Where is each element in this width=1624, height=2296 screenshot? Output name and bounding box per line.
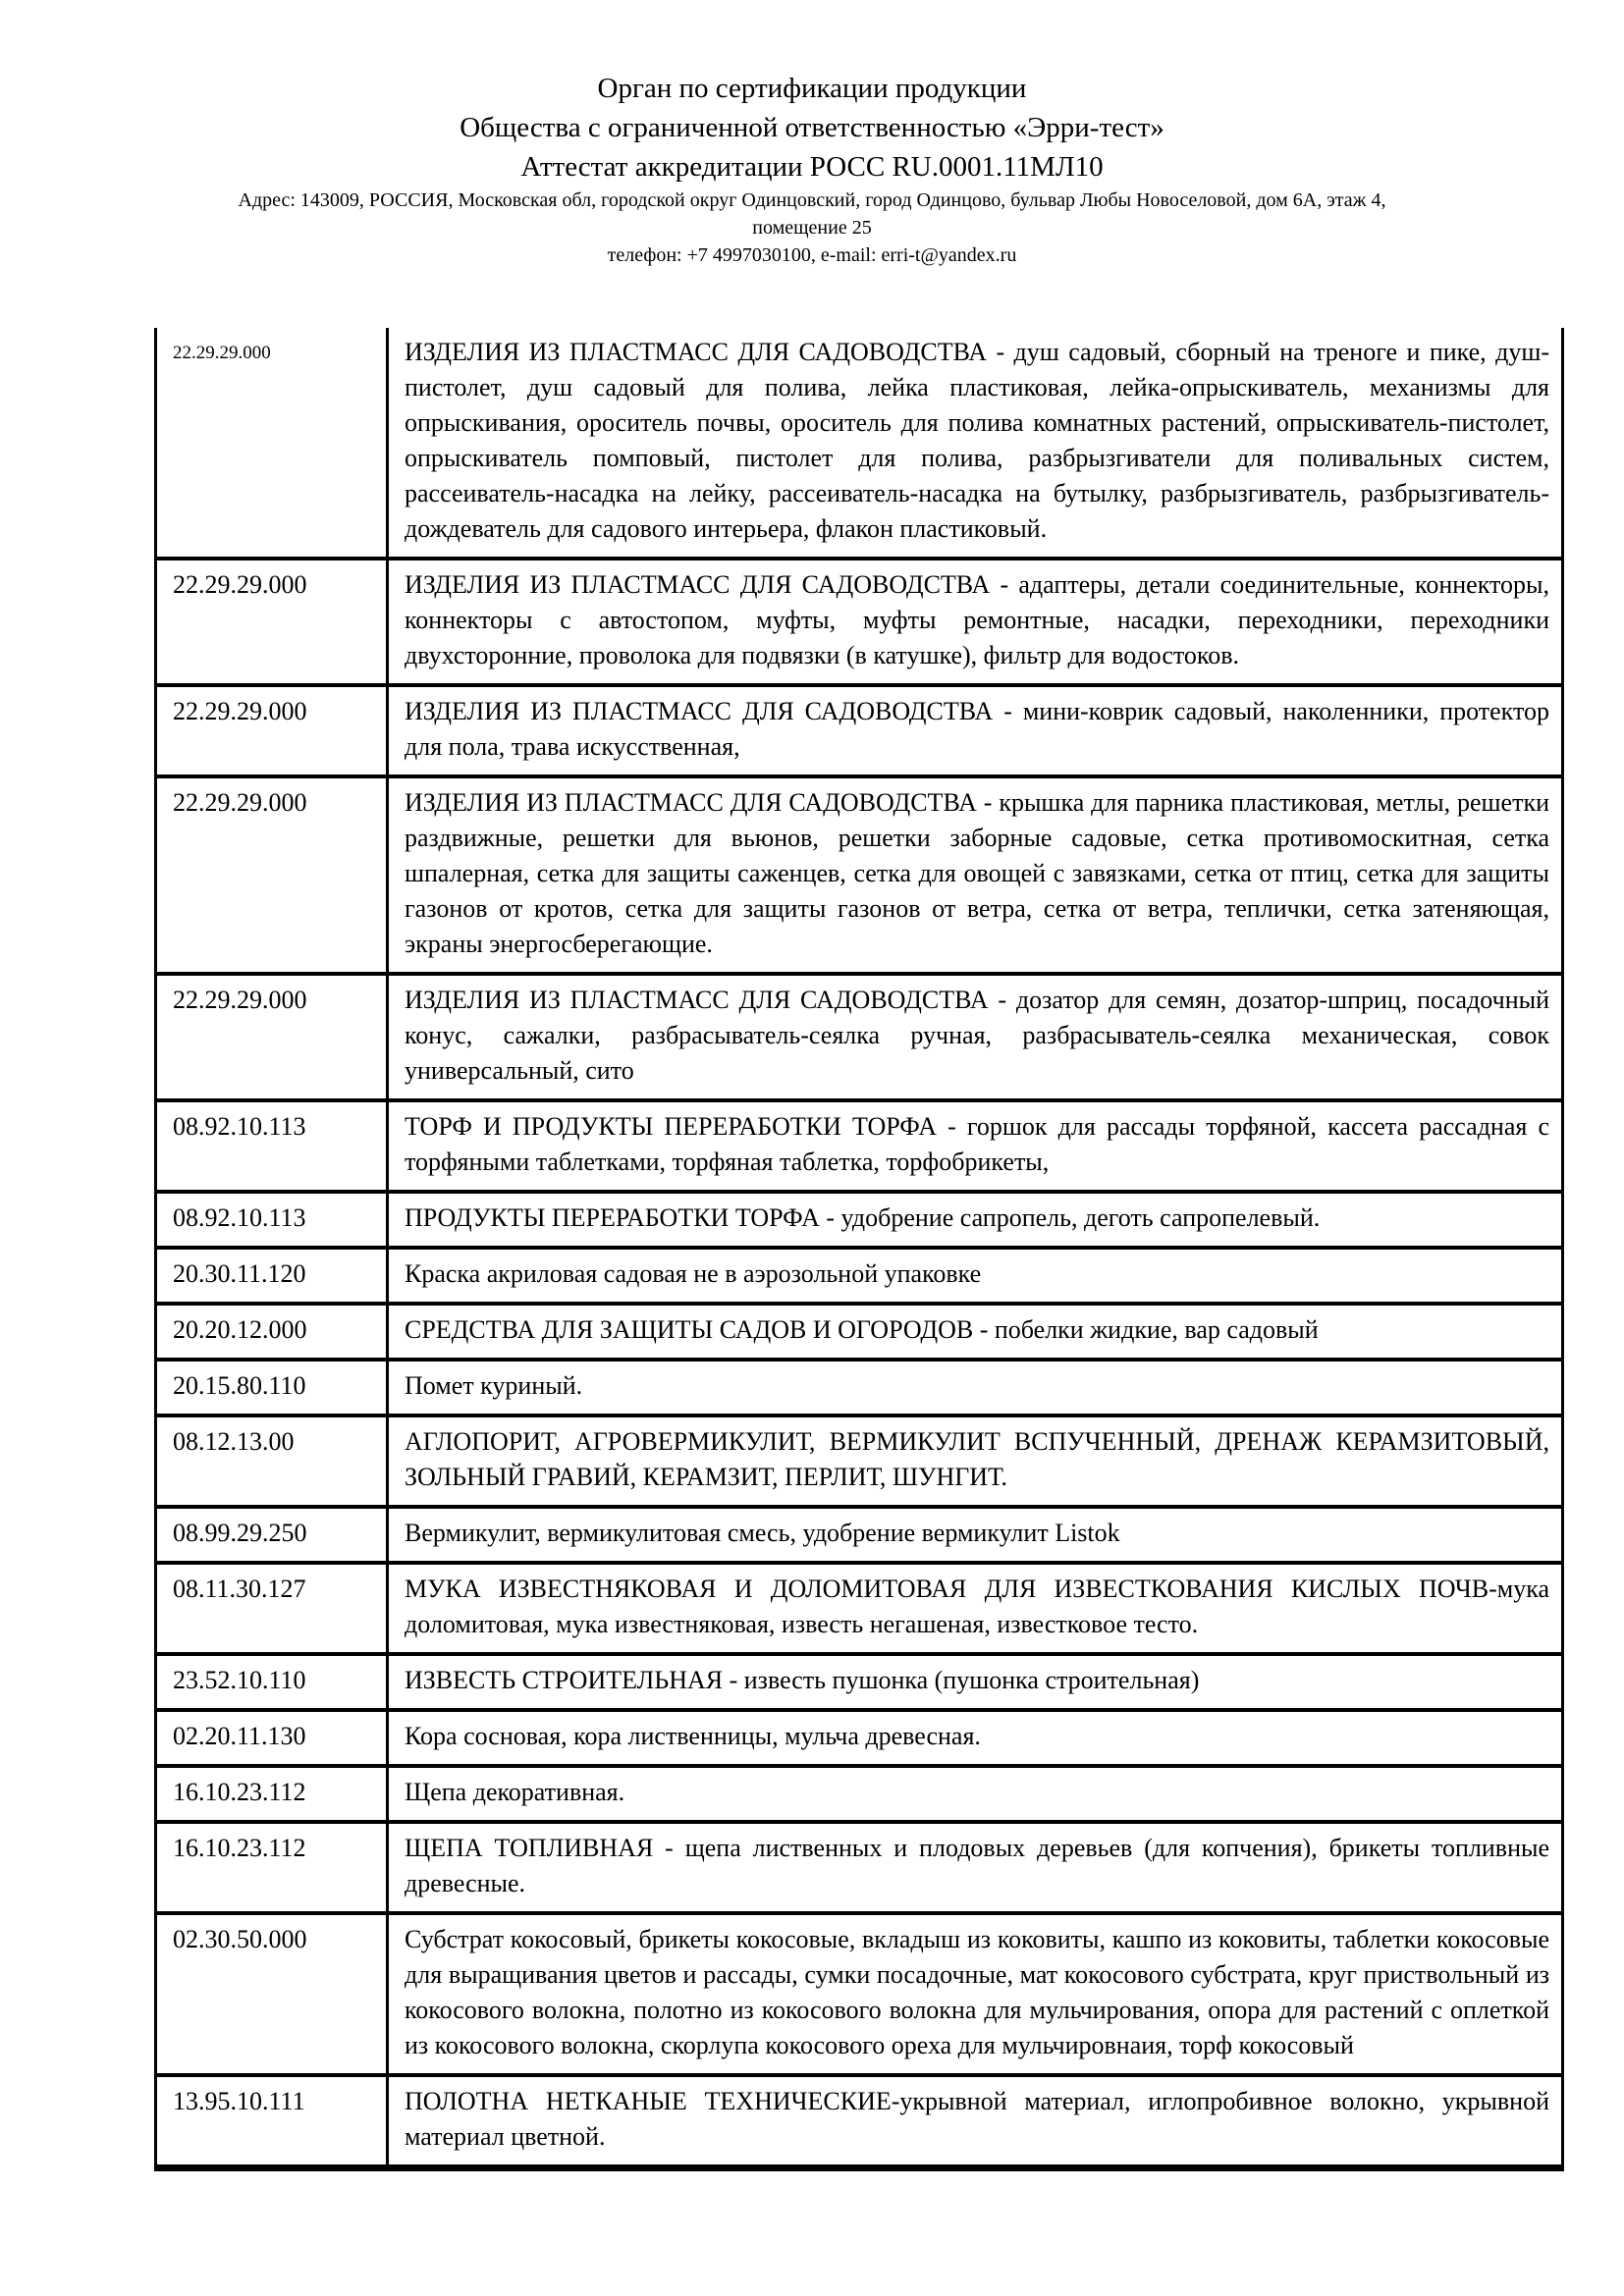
product-description-cell: Щепа декоративная. bbox=[388, 1766, 1563, 1822]
table-row bbox=[156, 1360, 1563, 1415]
product-code-cell: 08.92.10.113 bbox=[156, 1100, 388, 1192]
product-description-cell: АГЛОПОРИТ, АГРОВЕРМИКУЛИТ, ВЕРМИКУЛИТ ВСПУЧЕННЫЙ, ДРЕНАЖ КЕРАМЗИТОВЫЙ, ЗОЛЬНЫЙ ГРАВИЙ, КЕРАМЗИТ, ПЕРЛИТ, ШУНГИТ. bbox=[388, 1415, 1563, 1507]
table-row bbox=[156, 1507, 1563, 1563]
table-row bbox=[156, 1913, 1563, 2075]
table-row bbox=[156, 1766, 1563, 1822]
table-row bbox=[156, 1415, 1563, 1507]
table-row bbox=[156, 1192, 1563, 1248]
table-row bbox=[156, 1100, 1563, 1192]
header-address-line2: помещение 25 bbox=[752, 217, 872, 239]
product-description-cell: СРЕДСТВА ДЛЯ ЗАЩИТЫ САДОВ И ОГОРОДОВ - побелки жидкие, вар садовый bbox=[388, 1304, 1563, 1360]
table-row bbox=[156, 776, 1563, 974]
product-code-cell: 22.29.29.000 bbox=[156, 328, 388, 559]
product-table-body bbox=[156, 328, 1563, 2168]
table-row bbox=[156, 1248, 1563, 1304]
document-header bbox=[0, 0, 1624, 269]
product-code-cell: 08.99.29.250 bbox=[156, 1507, 388, 1563]
header-org-name: Общества с ограниченной ответственностью «Эрри-тест» bbox=[460, 112, 1164, 143]
table-row bbox=[156, 1654, 1563, 1710]
product-codes-table bbox=[154, 328, 1564, 2171]
product-code-cell: 08.12.13.00 bbox=[156, 1415, 388, 1507]
product-description-cell: Вермикулит, вермикулитовая смесь, удобрение вермикулит Listok bbox=[388, 1507, 1563, 1563]
table-row bbox=[156, 328, 1563, 559]
table-row bbox=[156, 1304, 1563, 1360]
product-code-cell: 23.52.10.110 bbox=[156, 1654, 388, 1710]
product-code-cell: 16.10.23.112 bbox=[156, 1766, 388, 1822]
product-code-cell: 08.92.10.113 bbox=[156, 1192, 388, 1248]
table-row bbox=[156, 2075, 1563, 2168]
product-description-cell: ИЗДЕЛИЯ ИЗ ПЛАСТМАСС ДЛЯ САДОВОДСТВА - душ садовый, сборный на треноге и пике, душ-пистолет, душ садовый для полива, лейка пластиковая, лейка-опрыскиватель, механизмы для опрыскивания, ороситель почвы, ороситель для полива комнатных растений, опрыскиватель-пистолет, опрыскиватель помповый, пистолет для полива, разбрызгиватели для поливальных систем, рассеиватель-насадка на лейку, рассеиватель-насадка на бутылку, разбрызгиватель, разбрызгиватель-дождеватель для садового интерьера, флакон пластиковый. bbox=[388, 328, 1563, 559]
product-code-cell: 22.29.29.000 bbox=[156, 685, 388, 776]
table-row bbox=[156, 1822, 1563, 1913]
product-description-cell: ТОРФ И ПРОДУКТЫ ПЕРЕРАБОТКИ ТОРФА - горшок для рассады торфяной, кассета рассадная с торфяными таблетками, торфяная таблетка, торфобрикеты, bbox=[388, 1100, 1563, 1192]
table-row bbox=[156, 685, 1563, 776]
product-description-cell: ИЗДЕЛИЯ ИЗ ПЛАСТМАСС ДЛЯ САДОВОДСТВА - мини-коврик садовый, наколенники, протектор для пола, трава искусственная, bbox=[388, 685, 1563, 776]
product-code-cell: 02.30.50.000 bbox=[156, 1913, 388, 2075]
product-description-cell: МУКА ИЗВЕСТНЯКОВАЯ И ДОЛОМИТОВАЯ ДЛЯ ИЗВЕСТКОВАНИЯ КИСЛЫХ ПОЧВ-мука доломитовая, мука известняковая, известь негашеная, известковое тесто. bbox=[388, 1563, 1563, 1654]
product-description-cell: ИЗДЕЛИЯ ИЗ ПЛАСТМАСС ДЛЯ САДОВОДСТВА - дозатор для семян, дозатор-шприц, посадочный конус, сажалки, разбрасыватель-сеялка ручная, разбрасыватель-сеялка механическая, совок универсальный, сито bbox=[388, 974, 1563, 1100]
product-code-cell: 13.95.10.111 bbox=[156, 2075, 388, 2168]
header-address-line1: Адрес: 143009, РОССИЯ, Московская обл, городской округ Одинцовский, город Одинцово, бульвар Любы Новоселовой, дом 6А, этаж 4, bbox=[238, 189, 1386, 211]
product-description-cell: ИЗДЕЛИЯ ИЗ ПЛАСТМАСС ДЛЯ САДОВОДСТВА - крышка для парника пластиковая, метлы, решетки раздвижные, решетки для вьюнов, решетки заборные садовые, сетка противомоскитная, сетка шпалерная, сетка для защиты саженцев, сетка для овощей с завязками, сетка от птиц, сетка для защиты газонов от кротов, сетка для защиты газонов от ветра, сетка от ветра, теплички, сетка затеняющая, экраны энергосберегающие. bbox=[388, 776, 1563, 974]
product-description-cell: Субстрат кокосовый, брикеты кокосовые, вкладыш из коковиты, кашпо из коковиты, таблетки кокосовые для выращивания цветов и рассады, сумки посадочные, мат кокосового субстрата, круг приствольный из кокосового волокна, полотно из кокосового волокна для мульчирования, опора для растений с оплеткой из кокосового волокна, скорлупа кокосового ореха для мульчировнаия, торф кокосовый bbox=[388, 1913, 1563, 2075]
product-description-cell: ПРОДУКТЫ ПЕРЕРАБОТКИ ТОРФА - удобрение сапропель, деготь сапропелевый. bbox=[388, 1192, 1563, 1248]
table-row bbox=[156, 1563, 1563, 1654]
product-description-cell: ЩЕПА ТОПЛИВНАЯ - щепа лиственных и плодовых деревьев (для копчения), брикеты топливные древесные. bbox=[388, 1822, 1563, 1913]
product-code-cell: 20.20.12.000 bbox=[156, 1304, 388, 1360]
product-code-cell: 22.29.29.000 bbox=[156, 776, 388, 974]
table-row bbox=[156, 974, 1563, 1100]
product-code-cell: 16.10.23.112 bbox=[156, 1822, 388, 1913]
product-description-cell: Кора сосновая, кора лиственницы, мульча древесная. bbox=[388, 1710, 1563, 1766]
header-org-type: Орган по сертификации продукции bbox=[597, 73, 1027, 104]
product-code-cell: 20.15.80.110 bbox=[156, 1360, 388, 1415]
product-code-cell: 22.29.29.000 bbox=[156, 974, 388, 1100]
product-code-cell: 02.20.11.130 bbox=[156, 1710, 388, 1766]
product-description-cell: ИЗВЕСТЬ СТРОИТЕЛЬНАЯ - известь пушонка (пушонка строительная) bbox=[388, 1654, 1563, 1710]
product-description-cell: Краска акриловая садовая не в аэрозольной упаковке bbox=[388, 1248, 1563, 1304]
product-code-cell: 20.30.11.120 bbox=[156, 1248, 388, 1304]
product-description-cell: Помет куриный. bbox=[388, 1360, 1563, 1415]
product-code-cell: 08.11.30.127 bbox=[156, 1563, 388, 1654]
table-row bbox=[156, 559, 1563, 685]
product-code-cell: 22.29.29.000 bbox=[156, 559, 388, 685]
header-accreditation: Аттестат аккредитации РОСС RU.0001.11МЛ10 bbox=[520, 151, 1104, 183]
header-contact: телефон: +7 4997030100, e-mail: erri-t@yandex.ru bbox=[607, 244, 1017, 266]
product-description-cell: ПОЛОТНА НЕТКАНЫЕ ТЕХНИЧЕСКИЕ-укрывной материал, иглопробивное волокно, укрывной материал цветной. bbox=[388, 2075, 1563, 2168]
table-row bbox=[156, 1710, 1563, 1766]
product-description-cell: ИЗДЕЛИЯ ИЗ ПЛАСТМАСС ДЛЯ САДОВОДСТВА - адаптеры, детали соединительные, коннекторы, коннекторы с автостопом, муфты, муфты ремонтные, насадки, переходники, переходники двухсторонние, проволока для подвязки (в катушке), фильтр для водостоков. bbox=[388, 559, 1563, 685]
